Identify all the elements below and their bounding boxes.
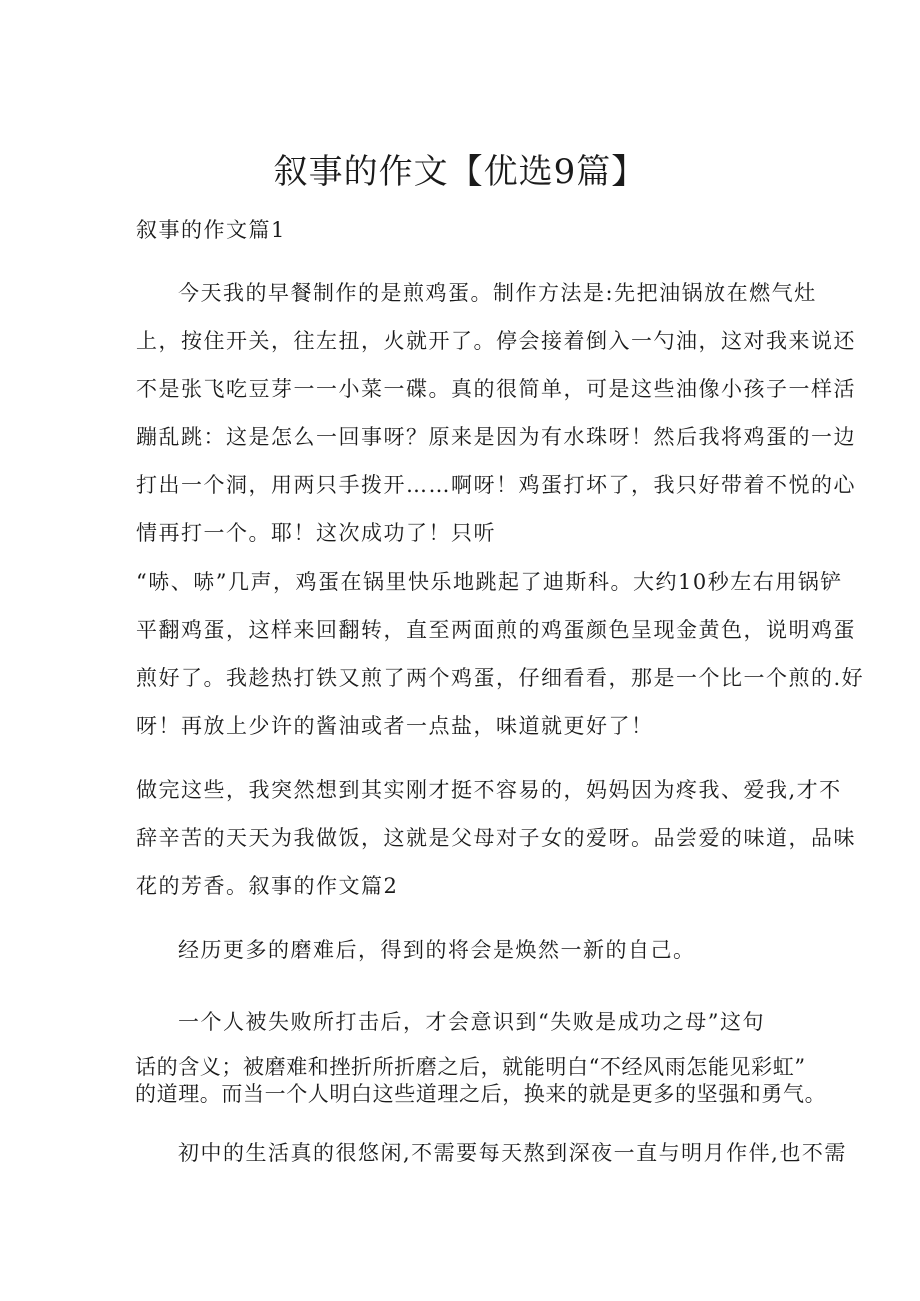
paragraph-line: 花的芳香。叙事的作文篇2 xyxy=(136,874,399,898)
paragraph-line: 初中的生活真的很悠闲,不需要每天熬到深夜一直与明月作伴,也不需 xyxy=(178,1141,847,1165)
document-title: 叙事的作文【优选9篇】 xyxy=(273,152,647,192)
paragraph-line: 话的含义；被磨难和挫折所折磨之后，就能明白“不经风雨怎能见彩虹” xyxy=(135,1055,806,1079)
paragraph-line: 蹦乱跳：这是怎么一回事呀？原来是因为有水珠呀！然后我将鸡蛋的一边 xyxy=(136,425,856,449)
paragraph-line: 情再打一个。耶！这次成功了！只听 xyxy=(136,521,496,545)
paragraph-line: 辞辛苦的天天为我做饭，这就是父母对子女的爱呀。品尝爱的味道，品味 xyxy=(136,826,856,850)
paragraph-line: 平翻鸡蛋，这样来回翻转，直至两面煎的鸡蛋颜色呈现金黄色，说明鸡蛋 xyxy=(136,618,856,642)
paragraph-line: 呀！再放上少许的酱油或者一点盐，味道就更好了！ xyxy=(136,714,654,738)
section-heading-1: 叙事的作文篇1 xyxy=(136,218,286,242)
paragraph-line: 打出一个洞，用两只手拨开……啊呀！鸡蛋打坏了，我只好带着不悦的心 xyxy=(136,473,856,497)
paragraph-line: 不是张飞吃豆芽一一小菜一碟。真的很简单，可是这些油像小孩子一样活 xyxy=(136,377,856,401)
paragraph-line: 的道理。而当一个人明白这些道理之后，换来的就是更多的坚强和勇气。 xyxy=(135,1082,827,1106)
paragraph-line: 上，按住开关，往左扭，火就开了。停会接着倒入一勺油，这对我来说还 xyxy=(136,329,856,353)
paragraph-line: 煎好了。我趁热打铁又煎了两个鸡蛋，仔细看看，那是一个比一个煎的.好 xyxy=(136,666,865,690)
paragraph-line: 做完这些，我突然想到其实刚才挺不容易的，妈妈因为疼我、爱我,才不 xyxy=(136,778,842,802)
paragraph-line: “哧、哧”几声，鸡蛋在锅里快乐地跳起了迪斯科。大约10秒左右用锅铲 xyxy=(136,570,843,594)
paragraph-line: 今天我的早餐制作的是煎鸡蛋。制作方法是:先把油锅放在燃气灶 xyxy=(178,281,817,305)
paragraph-line: 经历更多的磨难后，得到的将会是焕然一新的自己。 xyxy=(178,938,696,962)
paragraph-line: 一个人被失败所打击后，才会意识到“失败是成功之母”这句 xyxy=(178,1010,765,1034)
